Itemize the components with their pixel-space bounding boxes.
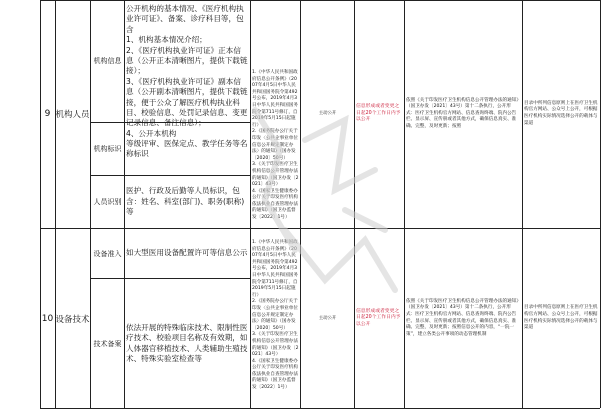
notes-cell: 目录中所列信息原则上在医疗卫生机构官方网站、公众号上公开，可根据医疗机构实际情况选择公开的载体与渠道 [524,305,598,331]
subitem-name [91,279,124,408]
time-text: 信息形成或者变更之日起20个工作日内予以公开 [356,308,401,327]
subitem-content: 如大型医用设备配置许可等信息公示 [126,248,248,258]
notes-cell: 目录中所列信息原则上在医疗卫生机构官方网站、公众号上公开，可根据医疗机构实际情况选择公开的载体与渠道 [524,100,598,126]
grid-line [124,0,125,408]
subitem-content: 公开机构的基本情况、《医疗机构执业许可证》、备案、诊疗科目等，包含 1、机构基本情况介绍； 2、《医疗机构执业许可证》正本信息（公开正本清晰图片，提供下载链接）； 3、《医疗机构执业许可证》副本信息（公开副本清晰图片，提供下载链接，便于公众了解医疗机构执业科目、校验信息、处罚记录信息、变更记录信息、备注信息）； 4、公开本机构 [126,4,248,138]
subitem-content: 等级评审、医保定点、教学任务等名称标识 [126,138,248,158]
subitem-name-text: 技术备案 [93,339,122,348]
subitem-content: 医护、行政及后勤等人员标识，包含：姓名、科室(部门)、职务(职称)等 [126,186,245,217]
grid-line [404,0,405,408]
grid-line [250,0,251,408]
category-cell [55,0,90,228]
subitem-name [91,123,124,175]
subitem-name-text: 人员识别 [93,198,122,206]
method-cell [301,229,354,408]
method-text: 主动公开 [318,111,337,116]
subitem-name [91,0,124,122]
row-number [40,229,55,408]
row-number-text: 9 [44,109,51,119]
category-text: 机构人员 [55,110,90,120]
basis-cell: 1.《中华人民共和国政府信息公开条例》（2007年4月5日中华人民共和国国务院令第492号公布，2019年4月3日中华人民共和国国务院令第711号修订，自2019年5月15日起施行） 2.《国务院办公厅关于印发〈公共企事业单位信息公开规定制定办法〉的通知》（国办发〔2020〕50号） 3.《关于印发医疗卫生机构信息公开管理办法的通知》（国卫办发〔2021〕43号） 4.《国家卫生健康委办公厅关于印发医疗机构依法执业自查管理办法的通知》（国卫办监督发〔2022〕1号） [252,70,299,221]
scope-cell: 依照《关于印发医疗卫生机构信息公开管理办法的通知》（国卫办发〔2021〕43号）第十二条执行，公开形式：医疗卫生机构官方网站、信息查询终端、院内公告栏、显示屏、宣传册或者其他方式，确保信息真实、准确、完整，及时更新；按照信息公开的内容，“一院一策”，建立各类公开事项的动态管理机制 [406,298,519,337]
category-text: 设备技术 [55,314,90,325]
time-cell [356,229,403,408]
grid-line [522,0,523,408]
subitem-content: 依法开展的特殊临床技术、限制性医疗技术、校验项目名称及有效期，如人体器官移植技术、人类辅助生殖技术、特殊实验室检查等 [126,322,248,363]
time-text: 信息形成或者变更之日起20个工作日内予以公开 [356,104,401,123]
method-cell [301,0,354,228]
row-number-text: 10 [41,313,54,324]
basis-cell: 1.《中华人民共和国政府信息公开条例》（2007年4月5日中华人民共和国国务院令第492号公布，2019年4月3日中华人民共和国国务院令第711号修订，自2019年5月15日起施行） 2.《国务院办公厅关于印发〈公共企事业单位信息公开规定制定办法〉的通知》（国办发〔2020〕50号） 3.《关于印发医疗卫生机构信息公开管理办法的通知》（国卫办发〔2021〕43号） 4.《国家卫生健康委办公厅关于印发医疗机构依法执业自查管理办法的通知》（国卫办监督发〔2022〕1号） [252,240,299,391]
row-number [40,0,55,228]
grid-line [354,0,355,408]
subitem-name-text: 设备准入 [93,249,122,258]
category-cell [55,229,90,408]
subitem-name [91,176,124,228]
subitem-name [91,229,124,278]
method-text: 主动公开 [318,315,337,321]
time-cell [356,0,403,228]
scope-cell: 依照《关于印发医疗卫生机构信息公开管理办法的通知》（国卫办发〔2021〕43号）第十二条执行，公开形式：医疗卫生机构官方网站、信息查询终端、院内公告栏、显示屏、宣传册或者其他方式，确保信息真实、准确、完整，及时更新；按照 [406,97,519,129]
subitem-name-text: 机构标识 [93,145,122,153]
grid-line [40,408,600,409]
subitem-name-text: 机构信息 [93,57,122,65]
